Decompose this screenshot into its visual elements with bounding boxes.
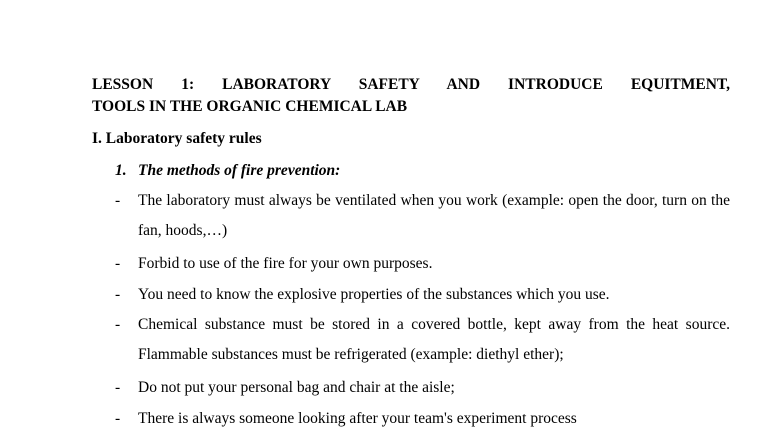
list-item: [115, 186, 730, 246]
list-item-text: The laboratory must always be ventilated when you work (example: open the door, turn on the fan, hoods,…): [138, 192, 730, 239]
section-heading: I. Laboratory safety rules: [92, 130, 262, 147]
list-item: [115, 404, 730, 434]
bullet-dash: -: [115, 410, 121, 427]
list-item: [115, 249, 730, 279]
list-item: [115, 310, 730, 370]
list-item-text: Do not put your personal bag and chair at the aisle;: [138, 379, 455, 396]
list-item-text: Forbid to use of the fire for your own purposes.: [138, 255, 433, 272]
lesson-title-line-1: LESSON 1: LABORATORY SAFETY AND INTRODUCE EQUITMENT,: [92, 76, 730, 93]
bullet-dash: -: [115, 286, 121, 303]
subsection-title: The methods of fire prevention:: [138, 162, 341, 179]
subsection-number: 1.: [115, 162, 127, 179]
list-item-text: Chemical substance must be stored in a covered bottle, kept away from the heat source. Flammable substances must be refrigerated (example: diethyl ether);: [138, 316, 730, 363]
bullet-dash: -: [115, 192, 121, 209]
bullet-dash: -: [115, 255, 121, 272]
bullet-dash: -: [115, 316, 121, 333]
bullet-dash: -: [115, 379, 121, 396]
list-item: [115, 373, 730, 403]
list-item: [115, 280, 730, 310]
lesson-title-line-2: TOOLS IN THE ORGANIC CHEMICAL LAB: [92, 98, 408, 115]
list-item-text: You need to know the explosive properties of the substances which you use.: [138, 286, 610, 303]
list-item-text: There is always someone looking after your team's experiment process: [138, 410, 577, 427]
